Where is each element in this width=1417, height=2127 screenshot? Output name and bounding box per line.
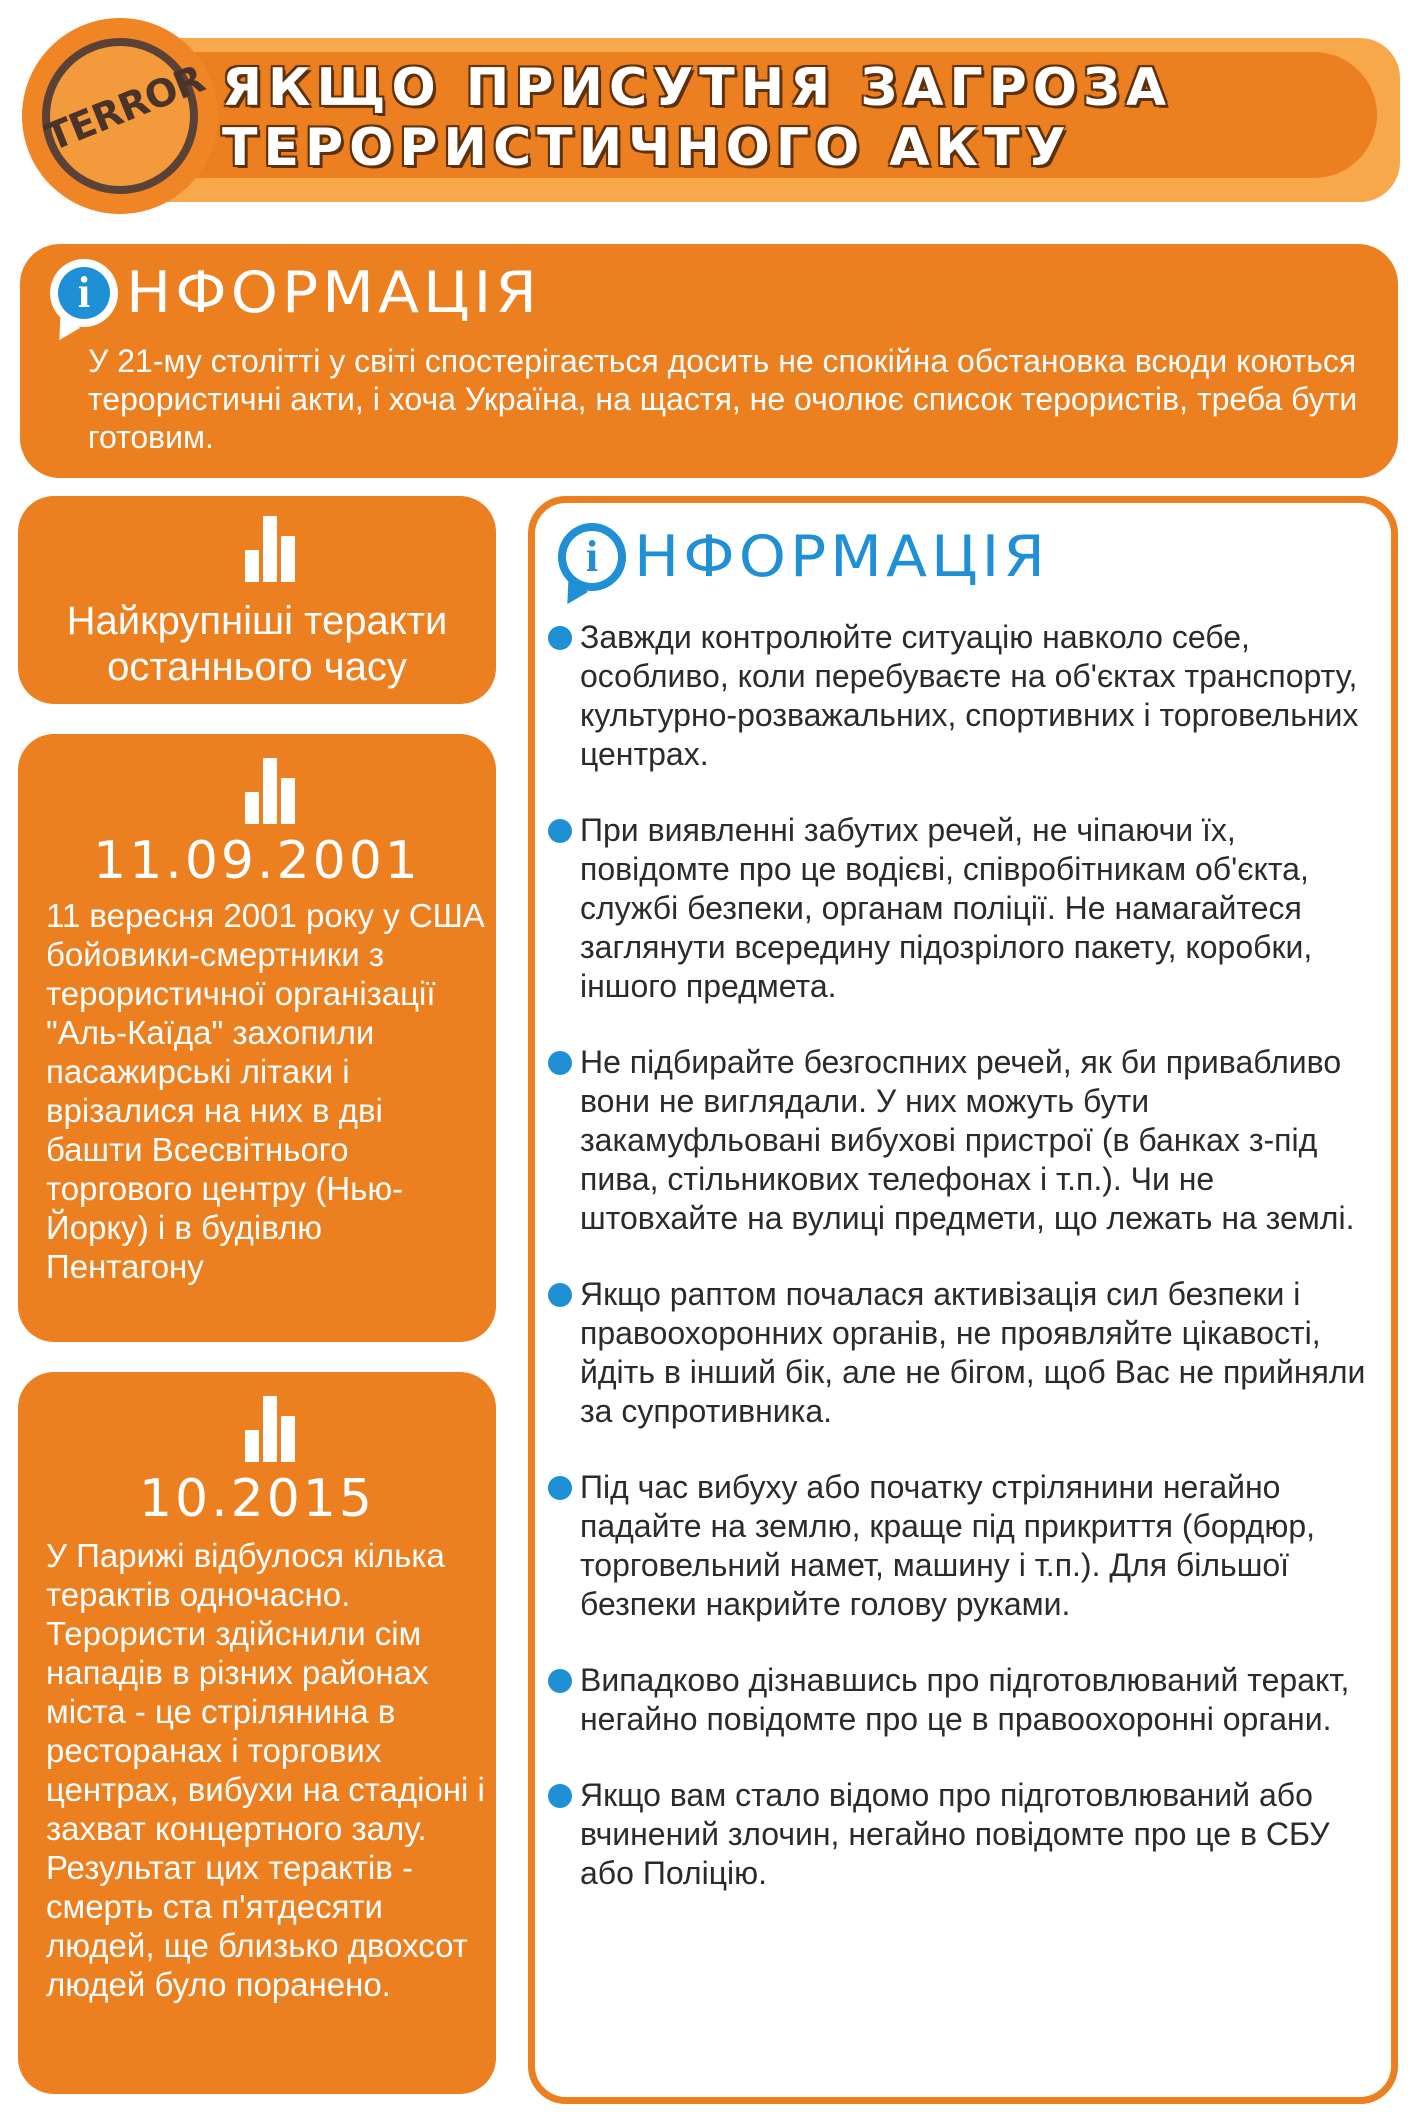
info-heading: НФОРМАЦІЯ — [634, 523, 1049, 591]
event-card-2001 — [18, 734, 496, 1342]
bullet-icon — [548, 1051, 572, 1075]
list-item: Випадково дізнавшись про підготовлюваний теракт, негайно повідомте про це в правоохоронні органи. — [548, 1661, 1368, 1739]
largest-attacks-card — [18, 496, 496, 704]
safety-tips-list — [548, 618, 1368, 1930]
event-date-2001: 11.09.2001 — [93, 831, 421, 891]
bullet-icon — [548, 1784, 572, 1808]
bullet-icon — [548, 819, 572, 843]
list-item: Завжди контролюйте ситуацію навколо себе, особливо, коли перебуваєте на об'єктах транспорту, культурно-розважальних, спортивних і торговельних центрах. — [548, 618, 1368, 774]
list-item: При виявленні забутих речей, не чіпаючи їх, повідомте про це водієві, співробітникам об'єкта, службі безпеки, органам поліції. Не намагайтеся заглянути всередину підозрілого пакету, коробки, іншого предмета. — [548, 811, 1368, 1006]
event-date-2015: 10.2015 — [138, 1469, 376, 1529]
list-item: Не підбирайте безгоспних речей, як би привабливо вони не виглядали. У них можуть бути закамуфльовані вибухові пристрої (в банках з-під пива, стільникових телефонах і т.п.). Чи не штовхайте на вулиці предмети, що лежать на землі. — [548, 1043, 1368, 1238]
event-text-2015: У Парижі відбулося кілька терактів одночасно. Терористи здійснили сім нападів в різних районах міста - це стрілянина в ресторанах і торгових центрах, вибухи на стадіоні і захват концертного залу. Результат цих терактів - смерть ста п'ятдесяти людей, ще близько двохсот людей було поранено. — [46, 1537, 485, 2003]
bar-chart-icon — [245, 1396, 295, 1462]
list-item: Під час вибуху або початку стрілянини негайно падайте на землю, краще під прикриття (бордюр, торговельний намет, машину і т.п.). Для більшої безпеки накрийте голову руками. — [548, 1468, 1368, 1624]
event-text-2001: 11 вересня 2001 року у США бойовики-смертники з терористичної організації "Аль-Каїда" захопили пасажирські літаки і врізалися на них в дві башти Всесвітнього торгового центру (Нью-Йорку) і в будівлю Пентагону — [46, 897, 485, 1285]
event-card-2015 — [18, 1372, 496, 2094]
intro-info-logo — [50, 258, 541, 328]
largest-attacks-heading: Найкрупніші теракти останнього часу — [66, 599, 448, 689]
info-heading: НФОРМАЦІЯ — [126, 259, 541, 327]
bullet-icon — [548, 1669, 572, 1693]
intro-text: У 21-му столітті у світі спостерігається досить не спокійна обстановка всюди коються терористичні акти, і хоча Україна, на щастя, не очолює список терористів, треба бути готовим. — [88, 343, 1358, 455]
info-bubble-icon — [50, 259, 118, 327]
terror-badge-text: TERROR — [39, 56, 210, 160]
list-item: Якщо раптом почалася активізація сил безпеки і правоохоронних органів, не проявляйте цікавості, йдіть в інший бік, але не бігом, щоб Вас не прийняли за супротивника. — [548, 1275, 1368, 1431]
tips-info-logo — [558, 522, 1049, 592]
info-letter: i — [58, 267, 110, 319]
info-letter: i — [566, 531, 618, 583]
bullet-icon — [548, 1476, 572, 1500]
title-line-1: ЯКЩО ПРИСУТНЯ ЗАГРОЗА — [222, 58, 1173, 118]
bullet-icon — [548, 1283, 572, 1307]
info-bubble-icon — [558, 523, 626, 591]
list-item: Якщо вам стало відомо про підготовлюваний або вчинений злочин, негайно повідомте про це в СБУ або Поліцію. — [548, 1776, 1368, 1893]
title-line-2: ТЕРОРИСТИЧНОГО АКТУ — [222, 118, 1072, 178]
bullet-icon — [548, 626, 572, 650]
bar-chart-icon — [245, 758, 295, 824]
page-title — [222, 58, 1382, 178]
bar-chart-icon — [245, 516, 295, 582]
